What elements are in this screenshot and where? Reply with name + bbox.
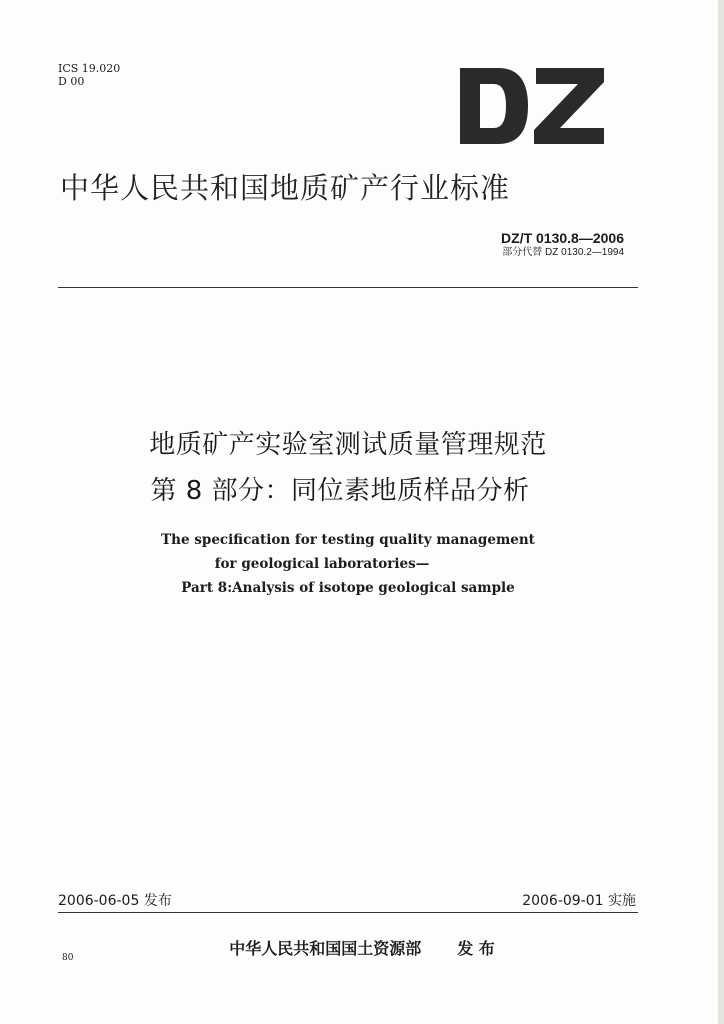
title-cn-line2: 第 8 部分：同位素地质样品分析 [150,476,530,506]
page-number: 80 [62,953,74,963]
standard-number-block [501,230,624,259]
title-en-line3: Part 8:Analysis of isotope geological sample [181,580,515,596]
standard-number: DZ/T 0130.8—2006 [501,230,624,246]
ics-code: ICS 19.020 [58,62,121,75]
divider-top [58,287,638,288]
classification-codes [58,62,120,88]
publish-word: 发 布 [457,939,495,958]
title-cn-line1: 地质矿产实验室测试质量管理规范 [149,430,547,460]
ccs-code: D 00 [58,75,85,88]
implement-date: 2006-09-01 实施 [522,893,636,909]
dz-logo [458,66,608,146]
title-en-line1: The specification for testing quality management [161,532,535,548]
page-edge [718,0,724,1024]
title-en-line2: for geological laboratories— [214,556,430,572]
publisher-line [0,936,724,959]
divider-bottom [58,912,638,913]
issue-date: 2006-06-05 发布 [58,893,172,909]
organization-title: 中华人民共和国地质矿产行业标准 [60,171,511,205]
publisher-name: 中华人民共和国国土资源部 [229,939,422,958]
replaces-note: 部分代替 DZ 0130.2—1994 [502,247,624,258]
